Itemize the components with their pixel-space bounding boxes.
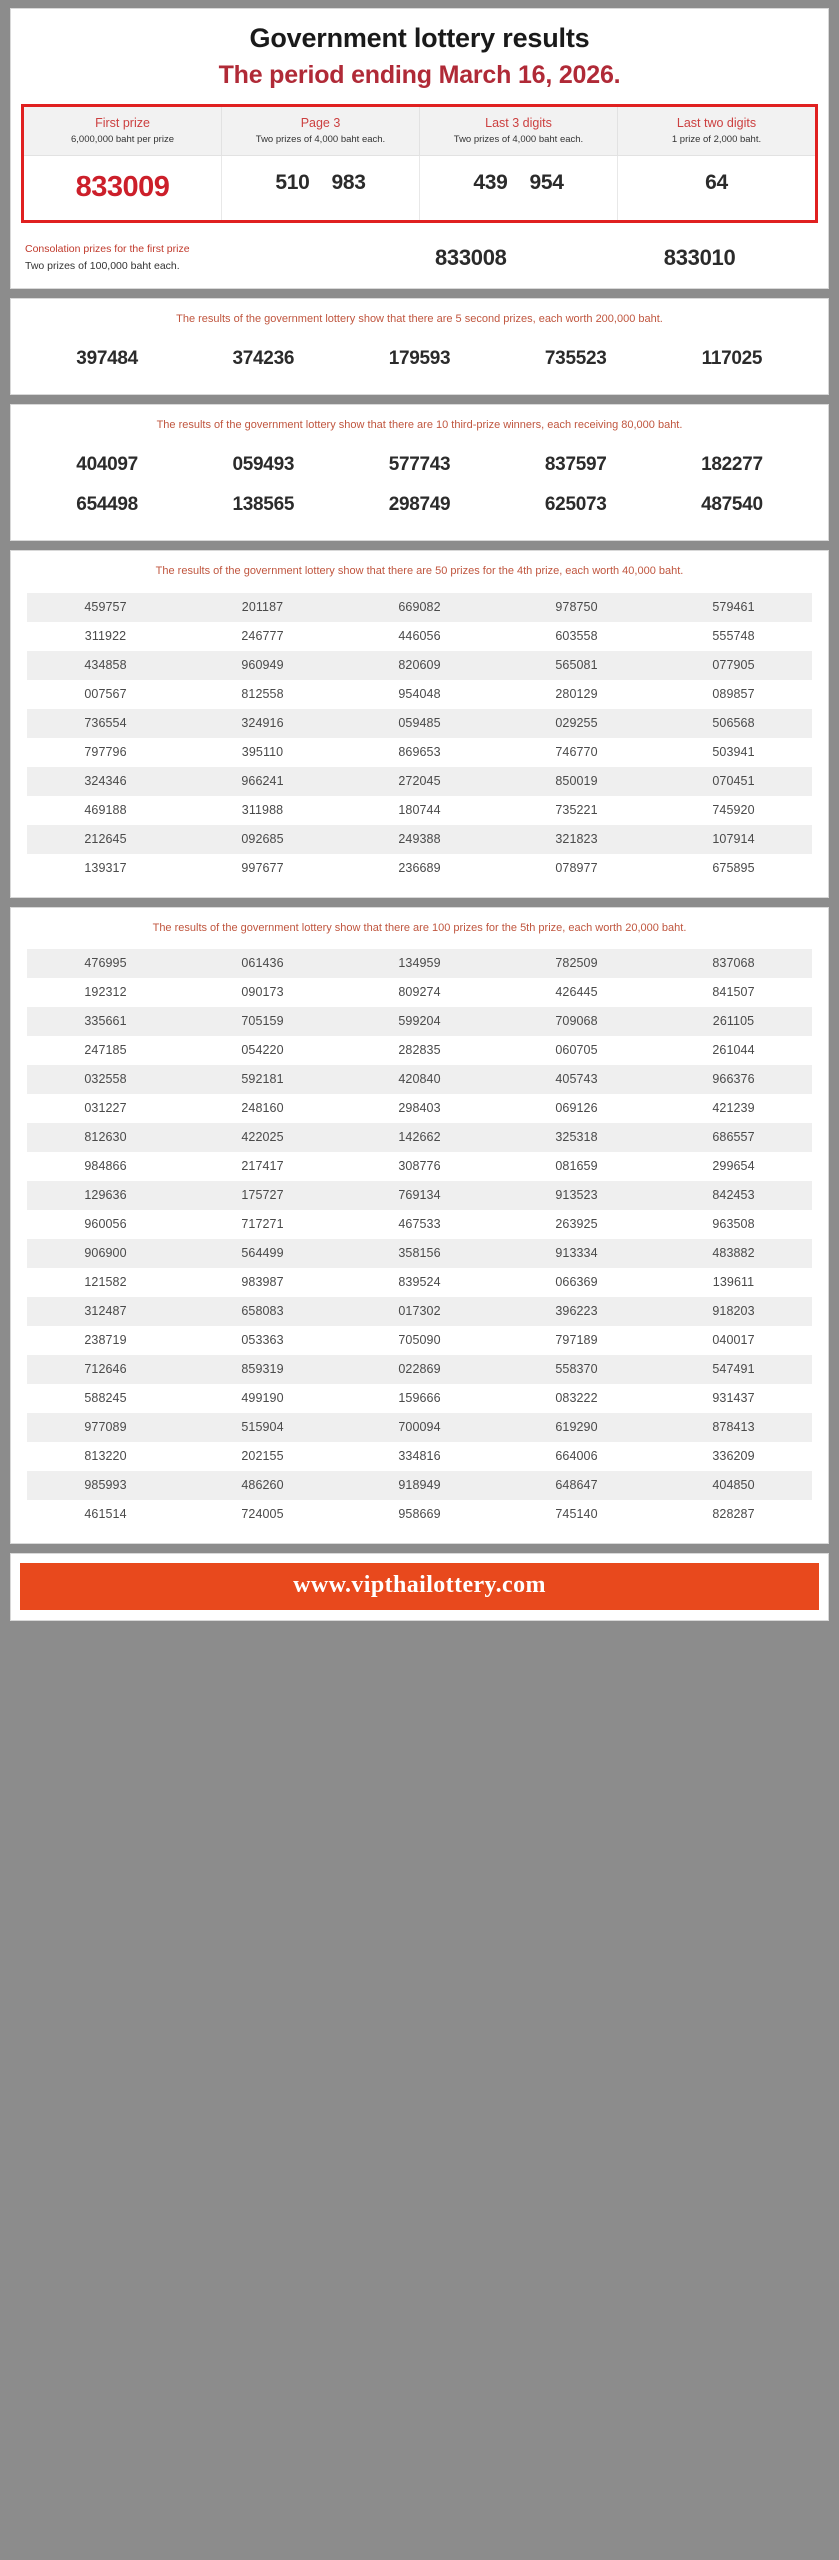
fourth-prize-number: 506568 [712,715,755,730]
fifth-prize-number: 461514 [84,1506,127,1521]
fourth-prize-number: 675895 [712,860,755,875]
third-prize-card [10,404,829,541]
fifth-prize-number: 083222 [555,1390,598,1405]
footer-card [10,1553,829,1621]
third-prize-number: 059493 [232,454,295,476]
last2-number: 64 [705,171,728,195]
fifth-prize-number-row [27,1413,812,1442]
fourth-prize-number: 324916 [241,715,284,730]
fourth-prize-number: 745920 [712,802,755,817]
consolation-number-1: 833008 [434,244,507,270]
fifth-prize-number: 782509 [555,955,598,970]
fifth-prize-number-row [27,1471,812,1500]
fifth-prize-section [11,908,828,1543]
last3-number-2: 954 [529,171,564,195]
fourth-prize-number: 092685 [241,831,284,846]
fourth-prize-number: 960949 [241,657,284,672]
fifth-prize-number: 931437 [712,1390,755,1405]
fourth-prize-number: 077905 [712,657,755,672]
fifth-prize-number: 325318 [555,1129,598,1144]
fifth-prize-number: 142662 [398,1129,441,1144]
fifth-prize-number: 053363 [241,1332,284,1347]
fifth-prize-number: 769134 [398,1187,441,1202]
main-prize-box [21,104,818,223]
fifth-prize-number: 918203 [712,1303,755,1318]
fifth-prize-number: 261044 [712,1042,755,1057]
fourth-prize-number: 246777 [241,628,284,643]
fifth-prize-number: 809274 [398,984,441,999]
first-prize-number: 833009 [75,171,170,204]
fifth-prize-note: The results of the government lottery show that there are 100 prizes for the 5th prize, each worth 20,000 baht. [152,921,687,934]
fourth-prize-number: 555748 [712,628,755,643]
fifth-prize-number: 312487 [84,1303,127,1318]
fifth-prize-number: 985993 [84,1477,127,1492]
fourth-prize-number: 446056 [398,628,441,643]
fourth-prize-number: 029255 [555,715,598,730]
fourth-prize-number-grid [27,593,812,883]
fourth-prize-number-row [27,593,812,622]
fifth-prize-number: 060705 [555,1042,598,1057]
fifth-prize-number: 913523 [555,1187,598,1202]
fourth-prize-number: 579461 [712,599,755,614]
fifth-prize-number: 336209 [712,1448,755,1463]
fifth-prize-number: 813220 [84,1448,127,1463]
fifth-prize-number-row [27,1500,812,1529]
fifth-prize-number: 069126 [555,1100,598,1115]
fifth-prize-number-row [27,1123,812,1152]
fifth-prize-number: 499190 [241,1390,284,1405]
fifth-prize-number: 032558 [84,1071,127,1086]
fourth-prize-number: 078977 [555,860,598,875]
prize-numbers-first [24,156,222,220]
main-prize-box-wrapper [11,104,828,233]
fifth-prize-number: 054220 [241,1042,284,1057]
prize-column-sublabel: Two prizes of 4,000 baht each. [453,134,584,145]
fifth-prize-number: 426445 [555,984,598,999]
fourth-prize-number: 321823 [555,831,598,846]
second-prize-number: 117025 [701,348,763,370]
consolation-numbers [356,245,814,271]
fifth-prize-number-row [27,1065,812,1094]
fifth-prize-number: 839524 [398,1274,441,1289]
second-prize-number-row [27,340,812,380]
fifth-prize-number: 486260 [241,1477,284,1492]
consolation-prize-section [11,233,828,288]
fourth-prize-number: 735221 [555,802,598,817]
prize-column-header-last3 [420,107,618,155]
third-prize-number: 404097 [76,454,138,476]
fourth-prize-number: 954048 [398,686,441,701]
fifth-prize-number: 918949 [398,1477,441,1492]
fifth-prize-number: 031227 [84,1100,127,1115]
fifth-prize-number: 700094 [398,1419,441,1434]
prize-column-header-page3 [222,107,420,155]
header-and-main-prize-card [10,8,829,289]
fourth-prize-number-row [27,651,812,680]
third-prize-number: 837597 [544,454,607,476]
fifth-prize-number: 159666 [398,1390,441,1405]
fourth-prize-number: 180744 [398,802,441,817]
fifth-prize-number: 658083 [241,1303,284,1318]
fifth-prize-number: 066369 [555,1274,598,1289]
consolation-subtitle: Two prizes of 100,000 baht each. [25,260,180,273]
fourth-prize-number: 107914 [712,831,755,846]
fifth-prize-number: 129636 [84,1187,127,1202]
fifth-prize-number-grid [27,949,812,1529]
fifth-prize-number: 282835 [398,1042,441,1057]
third-prize-number: 487540 [701,494,763,516]
fourth-prize-number: 869653 [398,744,441,759]
consolation-number-2: 833010 [663,244,736,270]
fifth-prize-number: 828287 [712,1506,755,1521]
fourth-prize-number: 089857 [712,686,755,701]
fifth-prize-number: 175727 [241,1187,284,1202]
fourth-prize-number-row [27,709,812,738]
fifth-prize-number: 396223 [555,1303,598,1318]
second-prize-card [10,298,829,395]
fifth-prize-number-row [27,1036,812,1065]
third-prize-number: 138565 [232,494,295,516]
page-title: Government lottery results [249,23,590,53]
prize-numbers-last2 [618,156,815,220]
prize-numbers-last3 [420,156,618,220]
fifth-prize-number: 963508 [712,1216,755,1231]
fifth-prize-number: 966376 [712,1071,755,1086]
third-prize-number-row [27,446,812,486]
third-prize-number: 298749 [388,494,451,516]
fifth-prize-number: 061436 [241,955,284,970]
fourth-prize-number: 820609 [398,657,441,672]
fourth-prize-number: 070451 [712,773,755,788]
fifth-prize-number: 724005 [241,1506,284,1521]
fifth-prize-number-row [27,1355,812,1384]
fifth-prize-number-row [27,1007,812,1036]
fifth-prize-number: 247185 [84,1042,127,1057]
fourth-prize-number: 850019 [555,773,598,788]
fourth-prize-number: 311988 [241,802,284,817]
fifth-prize-number: 404850 [712,1477,755,1492]
fifth-prize-number: 335661 [84,1013,127,1028]
fifth-prize-number: 599204 [398,1013,441,1028]
third-prize-note: The results of the government lottery show that there are 10 third-prize winners, each receiving 80,000 baht. [156,419,683,432]
fourth-prize-number-row [27,825,812,854]
fifth-prize-number: 422025 [241,1129,284,1144]
fourth-prize-number: 059485 [398,715,441,730]
fifth-prize-number: 515904 [241,1419,284,1434]
fifth-prize-number: 263925 [555,1216,598,1231]
third-prize-number: 625073 [544,494,607,516]
fifth-prize-number: 421239 [712,1100,755,1115]
fourth-prize-number: 797796 [84,744,127,759]
prize-column-sublabel: 6,000,000 baht per prize [71,134,174,145]
fifth-prize-number: 592181 [241,1071,284,1086]
third-prize-number: 654498 [76,494,138,516]
fifth-prize-number-row [27,1442,812,1471]
fifth-prize-number-row [27,1094,812,1123]
page3-number-2: 983 [331,171,366,195]
fourth-prize-number-row [27,622,812,651]
third-prize-section [11,405,828,540]
fifth-prize-number: 648647 [555,1477,598,1492]
fourth-prize-number: 736554 [84,715,127,730]
third-prize-number: 577743 [388,454,451,476]
second-prize-number: 397484 [76,348,138,370]
fifth-prize-number: 797189 [555,1332,598,1347]
fourth-prize-number: 201187 [241,599,284,614]
third-prize-number-grid [27,446,812,526]
fifth-prize-number: 192312 [84,984,127,999]
fourth-prize-number: 997677 [241,860,284,875]
third-prize-number: 182277 [701,454,763,476]
fifth-prize-number-row [27,1239,812,1268]
second-prize-section [11,299,828,394]
consolation-title: Consolation prizes for the first prize [25,243,190,256]
fifth-prize-number-row [27,1210,812,1239]
fifth-prize-number: 841507 [712,984,755,999]
fifth-prize-number: 709068 [555,1013,598,1028]
fourth-prize-number: 236689 [398,860,441,875]
draw-period-subtitle: The period ending March 16, 2026. [218,61,621,89]
fifth-prize-number-row [27,1326,812,1355]
prize-column-label: Page 3 [300,116,341,130]
fifth-prize-number: 238719 [84,1332,127,1347]
fifth-prize-number: 564499 [241,1245,284,1260]
fourth-prize-number: 503941 [712,744,755,759]
prize-column-header-first [24,107,222,155]
prize-column-sublabel: Two prizes of 4,000 baht each. [255,134,386,145]
fifth-prize-number: 837068 [712,955,755,970]
fourth-prize-number: 249388 [398,831,441,846]
main-prize-header-row [24,107,815,156]
fifth-prize-number: 619290 [555,1419,598,1434]
fifth-prize-number: 090173 [241,984,284,999]
fourth-prize-number: 669082 [398,599,441,614]
third-prize-number-row [27,486,812,526]
fifth-prize-number: 134959 [398,955,441,970]
fifth-prize-number: 139611 [712,1274,755,1289]
fifth-prize-number: 984866 [84,1158,127,1173]
fifth-prize-number: 298403 [398,1100,441,1115]
fifth-prize-number: 217417 [241,1158,284,1173]
fourth-prize-number: 603558 [555,628,598,643]
fourth-prize-number-row [27,680,812,709]
fifth-prize-number-row [27,1297,812,1326]
fourth-prize-note: The results of the government lottery show that there are 50 prizes for the 4th prize, each worth 40,000 baht. [155,565,684,578]
fifth-prize-number: 558370 [555,1361,598,1376]
fourth-prize-number-row [27,854,812,883]
fifth-prize-number: 299654 [712,1158,755,1173]
prize-column-label: Last 3 digits [485,116,552,130]
fourth-prize-number: 812558 [241,686,284,701]
fifth-prize-number: 842453 [712,1187,755,1202]
fifth-prize-number-row [27,1152,812,1181]
prize-column-header-last2 [618,107,815,155]
fifth-prize-number-row [27,1384,812,1413]
fourth-prize-number: 212645 [84,831,127,846]
fifth-prize-number: 358156 [398,1245,441,1260]
fourth-prize-number: 746770 [555,744,598,759]
fourth-prize-card [10,550,829,897]
fifth-prize-number: 717271 [241,1216,284,1231]
fifth-prize-number: 420840 [398,1071,441,1086]
fifth-prize-number: 334816 [398,1448,441,1463]
fourth-prize-number-row [27,767,812,796]
fifth-prize-number: 308776 [398,1158,441,1173]
fifth-prize-number: 040017 [712,1332,755,1347]
fifth-prize-number: 958669 [398,1506,441,1521]
fifth-prize-number: 977089 [84,1419,127,1434]
fifth-prize-number: 017302 [398,1303,441,1318]
prize-numbers-page3 [222,156,420,220]
fourth-prize-number: 434858 [84,657,127,672]
fifth-prize-number: 859319 [241,1361,284,1376]
main-prize-number-row [24,156,815,220]
fifth-prize-number: 983987 [241,1274,284,1289]
consolation-text-block [25,243,356,272]
fifth-prize-number: 022869 [398,1361,441,1376]
fifth-prize-number: 686557 [712,1129,755,1144]
fourth-prize-number: 324346 [84,773,127,788]
page3-number-1: 510 [275,171,310,195]
fifth-prize-number: 476995 [84,955,127,970]
second-prize-number: 179593 [388,348,451,370]
fifth-prize-number: 547491 [712,1361,755,1376]
fifth-prize-number: 745140 [555,1506,598,1521]
fifth-prize-number: 812630 [84,1129,127,1144]
fifth-prize-number-row [27,1181,812,1210]
fifth-prize-number: 405743 [555,1071,598,1086]
fourth-prize-number: 978750 [555,599,598,614]
page-header [11,9,828,104]
fourth-prize-number: 007567 [84,686,127,701]
fifth-prize-number: 202155 [241,1448,284,1463]
prize-column-sublabel: 1 prize of 2,000 baht. [671,134,762,145]
second-prize-note: The results of the government lottery show that there are 5 second prizes, each worth 200,000 baht. [176,313,663,326]
fifth-prize-number: 705159 [241,1013,284,1028]
fifth-prize-number: 913334 [555,1245,598,1260]
fifth-prize-number: 248160 [241,1100,284,1115]
last3-number-1: 439 [473,171,508,195]
fourth-prize-number-row [27,796,812,825]
fifth-prize-card [10,907,829,1544]
fourth-prize-number: 565081 [555,657,598,672]
second-prize-number: 735523 [544,348,607,370]
fifth-prize-number-row [27,978,812,1007]
fifth-prize-number: 878413 [712,1419,755,1434]
website-url[interactable]: www.vipthailottery.com [293,1571,546,1598]
fifth-prize-number: 664006 [555,1448,598,1463]
fifth-prize-number-row [27,1268,812,1297]
fourth-prize-number: 966241 [241,773,284,788]
fifth-prize-number-row [27,949,812,978]
fifth-prize-number: 588245 [84,1390,127,1405]
fourth-prize-number: 459757 [84,599,127,614]
prize-column-label: First prize [95,116,150,130]
fifth-prize-number: 483882 [712,1245,755,1260]
fourth-prize-number: 395110 [241,744,284,759]
fourth-prize-number: 311922 [84,628,127,643]
fifth-prize-number: 467533 [398,1216,441,1231]
website-banner[interactable] [20,1563,819,1610]
fourth-prize-number-row [27,738,812,767]
fifth-prize-number: 705090 [398,1332,441,1347]
second-prize-number: 374236 [232,348,295,370]
fourth-prize-number: 280129 [555,686,598,701]
fourth-prize-number: 469188 [84,802,127,817]
fifth-prize-number: 906900 [84,1245,127,1260]
fourth-prize-number: 139317 [84,860,127,875]
fourth-prize-section [11,551,828,896]
fifth-prize-number: 960056 [84,1216,127,1231]
prize-column-label: Last two digits [676,116,757,130]
fifth-prize-number: 261105 [712,1013,755,1028]
fifth-prize-number: 712646 [84,1361,127,1376]
fourth-prize-number: 272045 [398,773,441,788]
fifth-prize-number: 081659 [555,1158,598,1173]
fifth-prize-number: 121582 [84,1274,127,1289]
